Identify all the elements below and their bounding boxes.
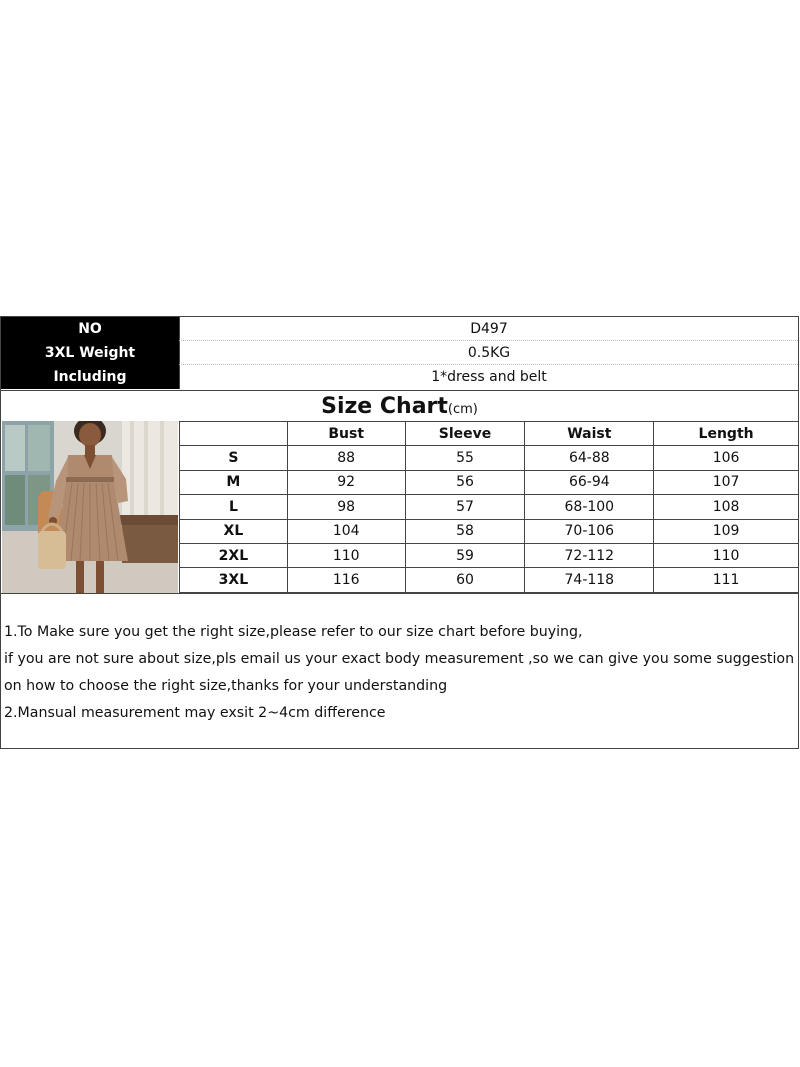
table-row [180,519,799,543]
header-waist: Waist [525,422,654,446]
info-value: 0.5KG [179,341,798,365]
size-chart-unit: (cm) [447,401,478,417]
size-chart-sheet [0,316,799,749]
waist-cell: 66-94 [525,470,654,494]
sleeve-cell: 55 [405,446,525,470]
table-row [180,446,799,470]
product-photo [2,421,178,593]
waist-cell: 72-112 [525,543,654,567]
divider [1,593,798,594]
size-chart-title [1,391,798,421]
size-cell: 2XL [180,543,288,567]
sleeve-cell: 56 [405,470,525,494]
bust-cell: 98 [287,495,405,519]
size-cell: S [180,446,288,470]
header-size [180,422,288,446]
sleeve-cell: 60 [405,568,525,592]
info-row-including [1,365,798,389]
header-sleeve: Sleeve [405,422,525,446]
note-line: if you are not sure about size,pls email us your exact body measurement ,so we can give you some suggestion [4,651,795,667]
bust-cell: 88 [287,446,405,470]
waist-cell: 68-100 [525,495,654,519]
info-value: D497 [179,317,798,341]
size-cell: M [180,470,288,494]
bust-cell: 116 [287,568,405,592]
waist-cell: 74-118 [525,568,654,592]
info-label: Including [1,365,179,389]
note-line: 1.To Make sure you get the right size,please refer to our size chart before buying, [4,624,583,640]
note-line: 2.Mansual measurement may exsit 2~4cm difference [4,705,386,721]
table-row [180,495,799,519]
length-cell: 110 [654,543,799,567]
bust-cell: 110 [287,543,405,567]
waist-cell: 70-106 [525,519,654,543]
header-length: Length [654,422,799,446]
sleeve-cell: 57 [405,495,525,519]
bust-cell: 104 [287,519,405,543]
note-line: on how to choose the right size,thanks for your understanding [4,678,448,694]
info-value: 1*dress and belt [179,365,798,389]
bust-cell: 92 [287,470,405,494]
length-cell: 111 [654,568,799,592]
sleeve-cell: 59 [405,543,525,567]
info-row-number [1,317,798,341]
info-label: 3XL Weight [1,341,179,365]
header-bust: Bust [287,422,405,446]
size-table-header-row [180,422,799,446]
size-table [179,421,799,593]
notes-section [4,619,798,727]
length-cell: 109 [654,519,799,543]
info-row-weight [1,341,798,365]
length-cell: 108 [654,495,799,519]
waist-cell: 64-88 [525,446,654,470]
size-chart-heading: Size Chart [321,393,448,419]
table-row [180,568,799,592]
dress-model-image [2,421,178,593]
sleeve-cell: 58 [405,519,525,543]
table-row [180,543,799,567]
length-cell: 107 [654,470,799,494]
size-cell: L [180,495,288,519]
info-label: NO [1,317,179,341]
length-cell: 106 [654,446,799,470]
table-row [180,470,799,494]
size-cell: 3XL [180,568,288,592]
size-cell: XL [180,519,288,543]
